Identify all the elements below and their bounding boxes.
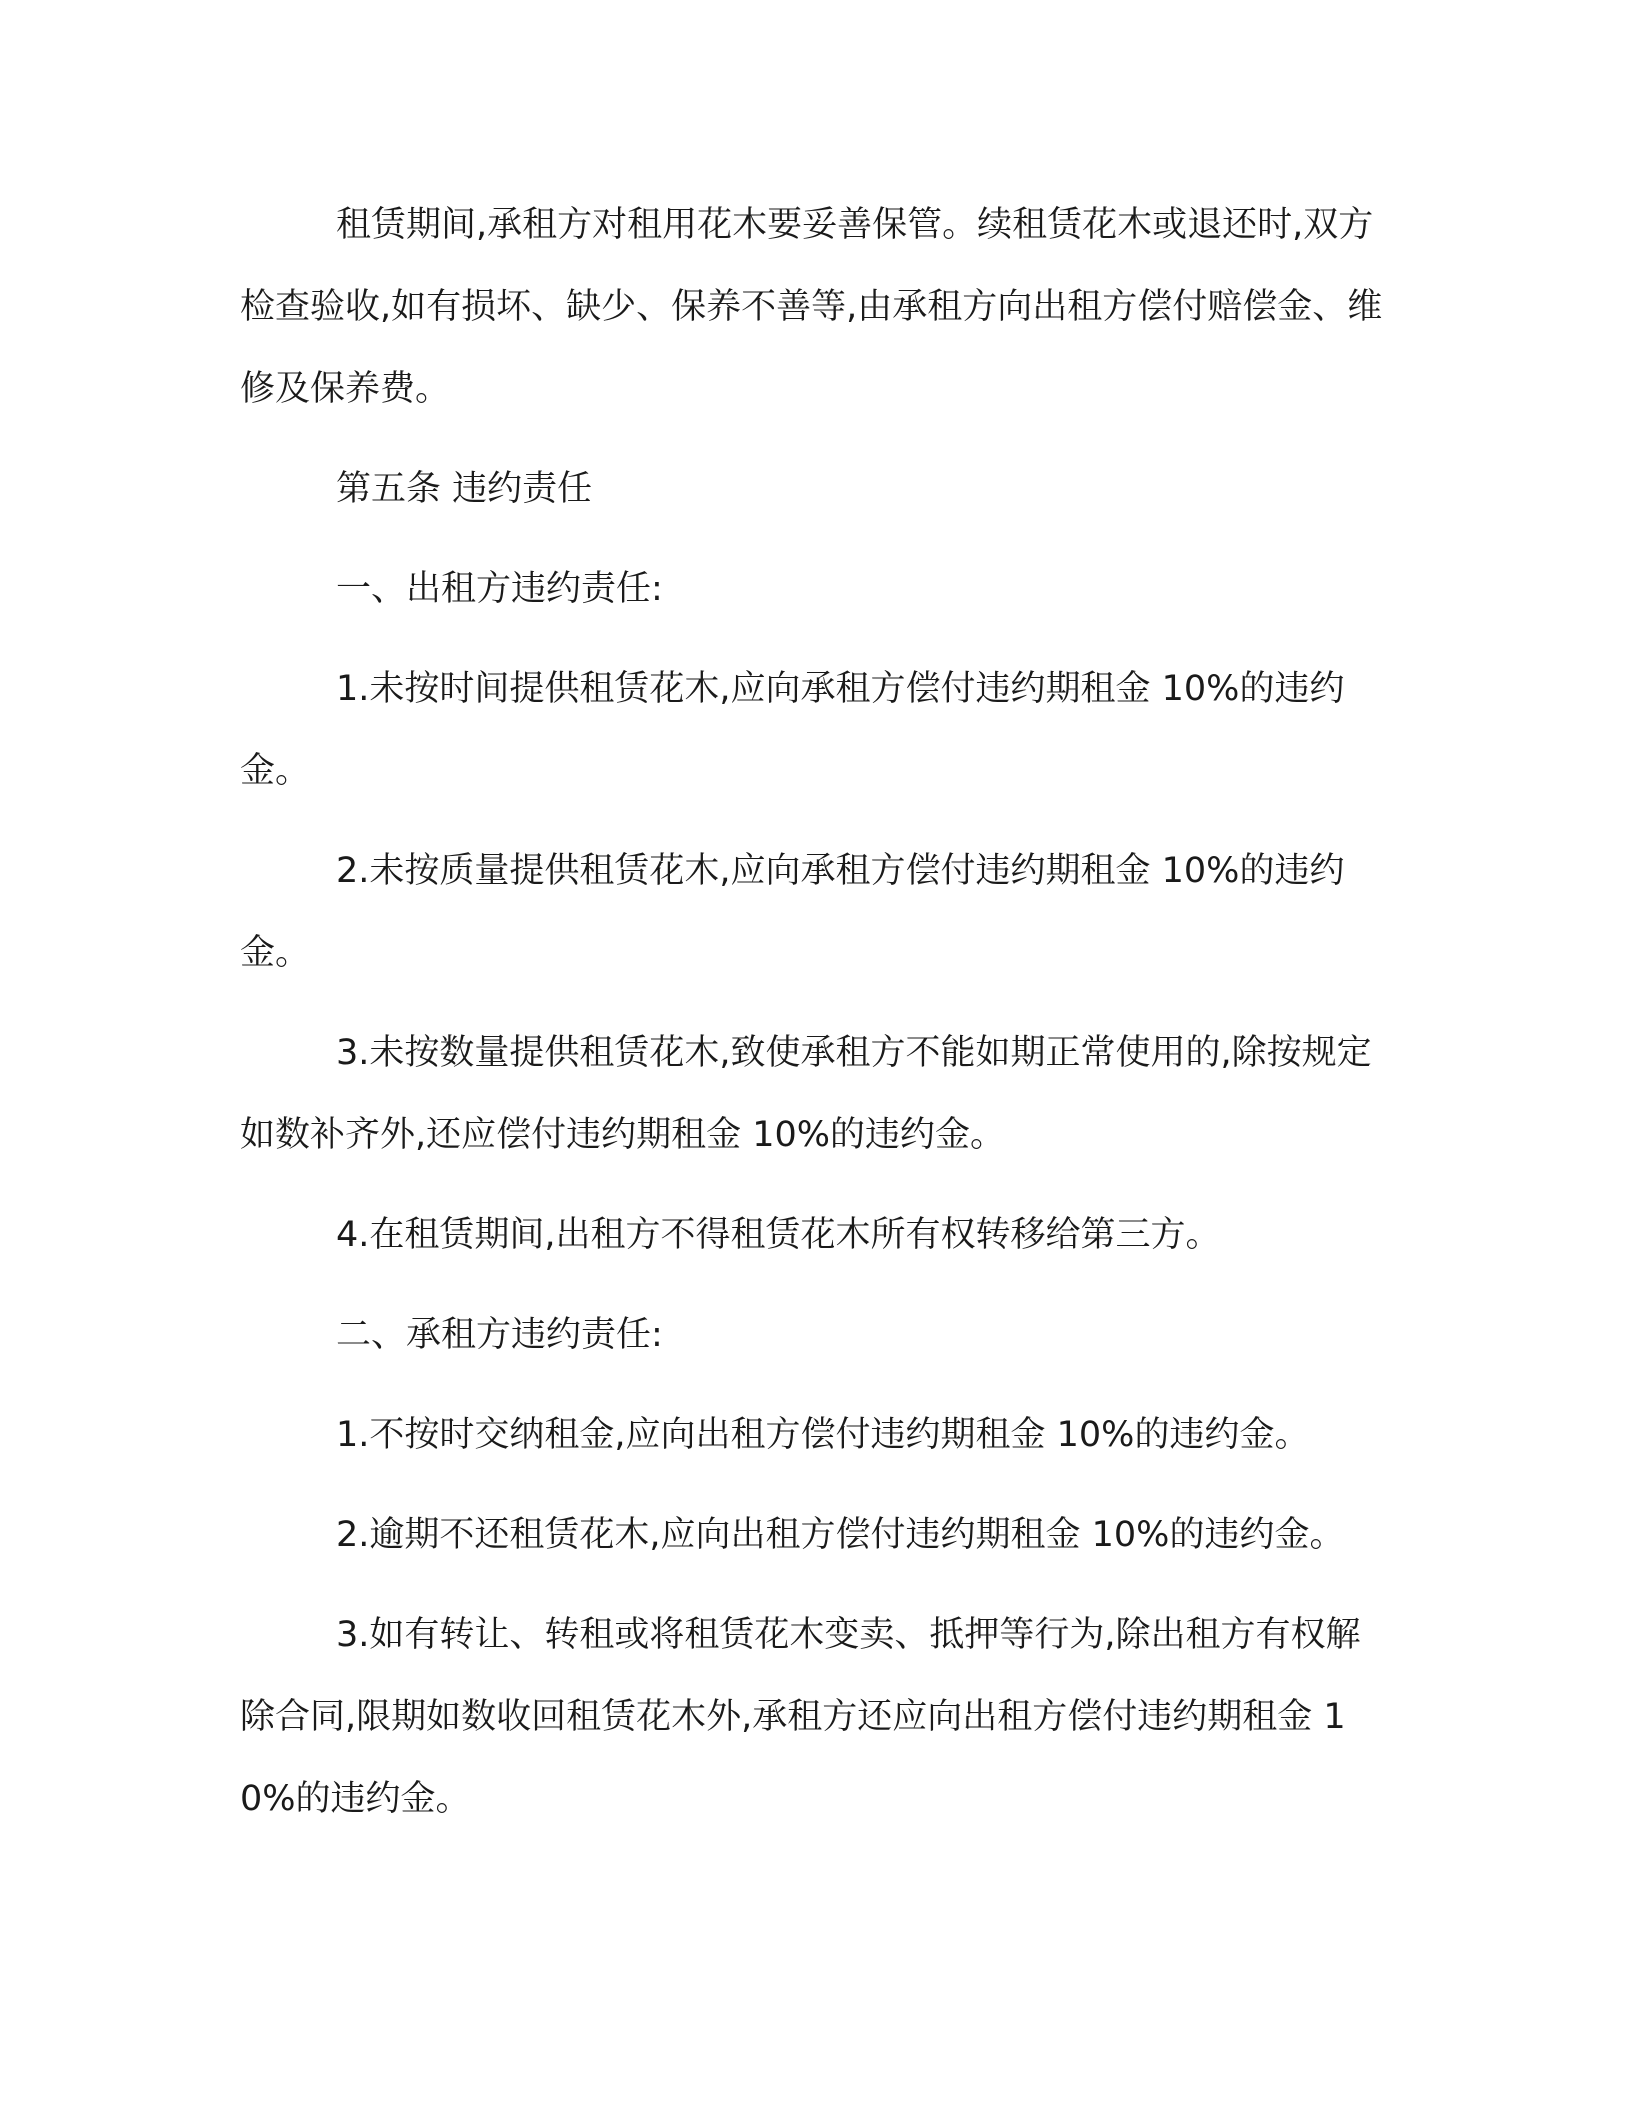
- lessor-liability-heading: 一、出租方违约责任:: [336, 569, 663, 609]
- article-five-heading: 第五条 违约责任: [336, 469, 593, 509]
- lessor-liability-item-3: 3.未按数量提供租赁花木,致使承租方不能如期正常使用的,除按规定如数补齐外,还应偿付违约期租金 10%的违约金。: [240, 1033, 1372, 1155]
- lessor-liability-item-1: 1.未按时间提供租赁花木,应向承租方偿付违约期租金 10%的违约金。: [240, 669, 1345, 791]
- lessee-liability-item-1: 1.不按时交纳租金,应向出租方偿付违约期租金 10%的违约金。: [336, 1415, 1310, 1455]
- document-body: [240, 184, 1386, 1858]
- lessee-liability-item-2: 2.逾期不还租赁花木,应向出租方偿付违约期租金 10%的违约金。: [336, 1515, 1345, 1555]
- lessee-liability-item-3: 3.如有转让、转租或将租赁花木变卖、抵押等行为,除出租方有权解除合同,限期如数收回租赁花木外,承租方还应向出租方偿付违约期租金 10%的违约金。: [240, 1615, 1361, 1819]
- lessor-liability-item-2: 2.未按质量提供租赁花木,应向承租方偿付违约期租金 10%的违约金。: [240, 851, 1345, 973]
- lessee-liability-heading: 二、承租方违约责任:: [336, 1315, 663, 1355]
- paragraph-custody: 租赁期间,承租方对租用花木要妥善保管。续租赁花木或退还时,双方检查验收,如有损坏、缺少、保养不善等,由承租方向出租方偿付赔偿金、维修及保养费。: [240, 205, 1383, 409]
- lessor-liability-item-4: 4.在租赁期间,出租方不得租赁花木所有权转移给第三方。: [336, 1215, 1221, 1255]
